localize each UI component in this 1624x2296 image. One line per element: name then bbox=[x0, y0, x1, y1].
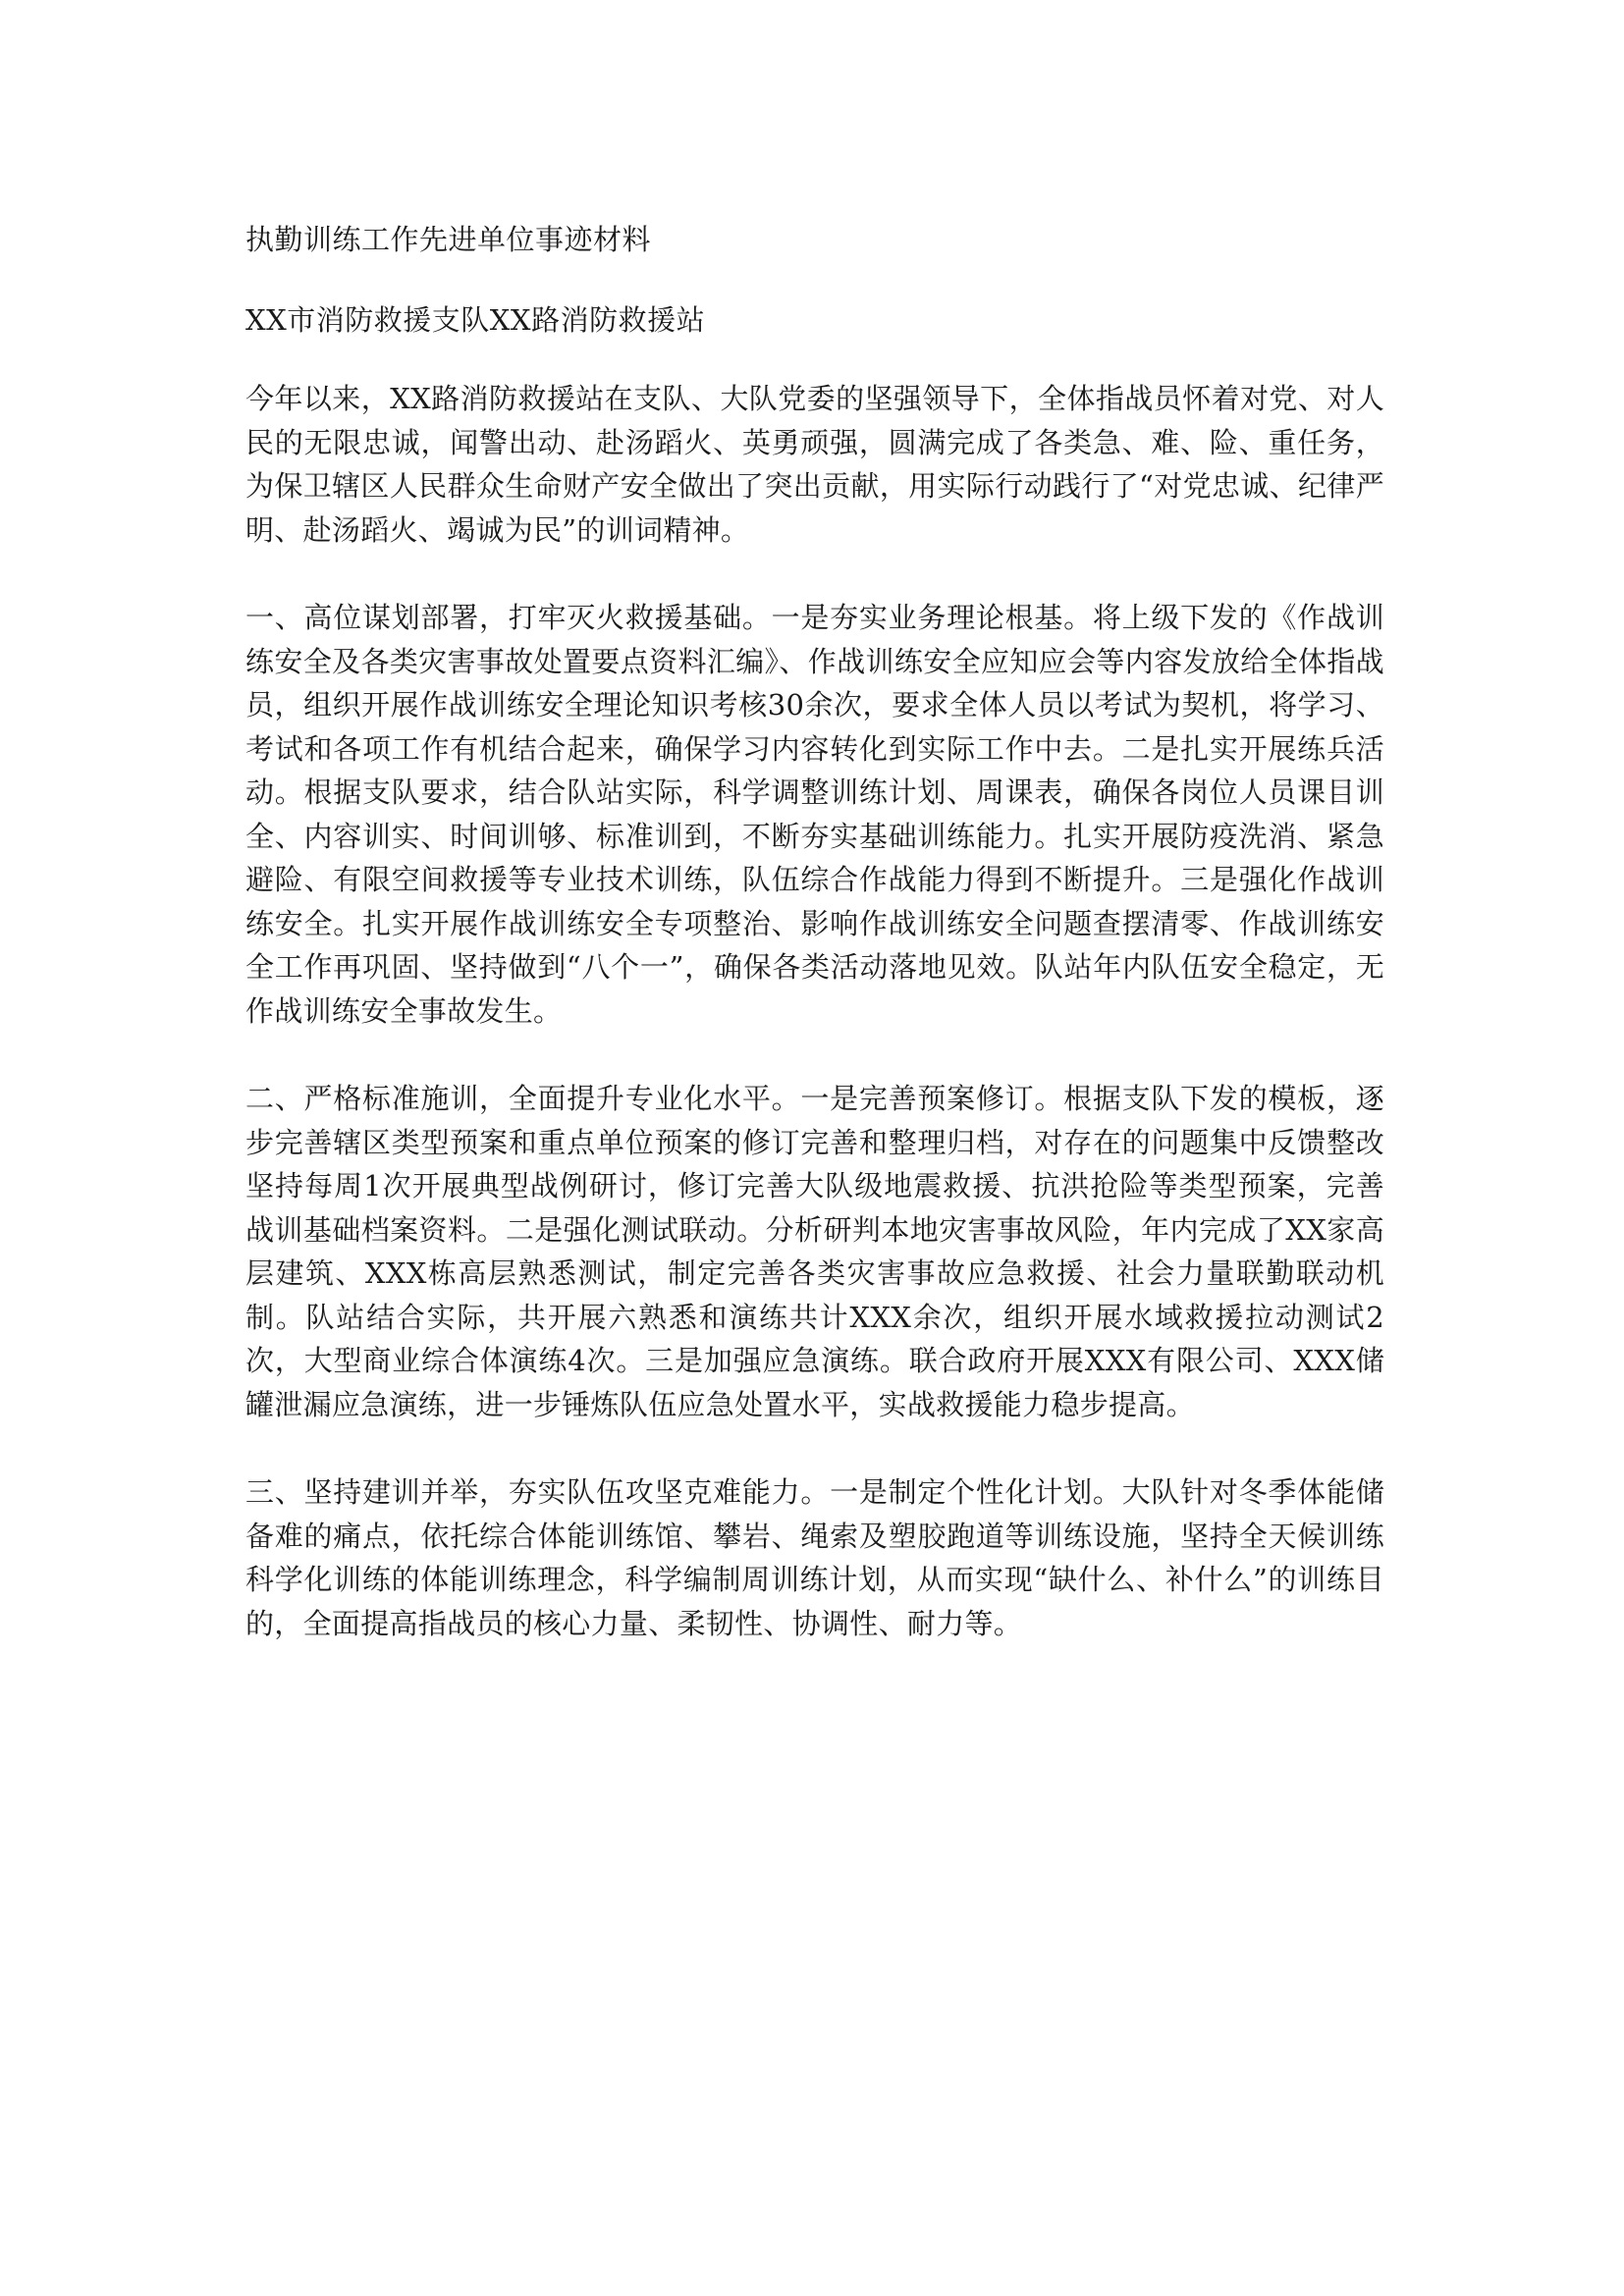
document-subtitle: XX市消防救援支队XX路消防救援站 bbox=[245, 303, 706, 337]
paragraph-section-2: 二、严格标准施训，全面提升专业化水平。一是完善预案修订。根据支队下发的模板，逐步完善辖区类型预案和重点单位预案的修订完善和整理归档，对存在的问题集中反馈整改坚持每周1次开展典型战例研讨，修订完善大队级地震救援、抗洪抢险等类型预案，完善战训基础档案资料。二是强化测试联动。分析研判本地灾害事故风险，年内完成了XX家高层建筑、XXX栋高层熟悉测试，制定完善各类灾害事故应急救援、社会力量联勤联动机制。队站结合实际，共开展六熟悉和演练共计XXX余次，组织开展水域救援拉动测试2次，大型商业综合体演练4次。三是加强应急演练。联合政府开展XXX有限公司、XXX储罐泄漏应急演练，进一步锤炼队伍应急处置水平，实战救援能力稳步提高。 bbox=[245, 1082, 1384, 1421]
document-title: 执勤训练工作先进单位事迹材料 bbox=[245, 223, 652, 256]
paragraph-intro: 今年以来，XX路消防救援站在支队、大队党委的坚强领导下，全体指战员怀着对党、对人民的无限忠诚，闻警出动、赴汤蹈火、英勇顽强，圆满完成了各类急、难、险、重任务，为保卫辖区人民群众生命财产安全做出了突出贡献，用实际行动践行了“对党忠诚、纪律严明、赴汤蹈火、竭诚为民”的训词精神。 bbox=[245, 382, 1384, 547]
paragraph-section-1: 一、高位谋划部署，打牢灭火救援基础。一是夯实业务理论根基。将上级下发的《作战训练安全及各类灾害事故处置要点资料汇编》、作战训练安全应知应会等内容发放给全体指战员，组织开展作战训练安全理论知识考核30余次，要求全体人员以考试为契机，将学习、考试和各项工作有机结合起来，确保学习内容转化到实际工作中去。二是扎实开展练兵活动。根据支队要求，结合队站实际，科学调整训练计划、周课表，确保各岗位人员课目训全、内容训实、时间训够、标准训到，不断夯实基础训练能力。扎实开展防疫洗消、紧急避险、有限空间救援等专业技术训练，队伍综合作战能力得到不断提升。三是强化作战训练安全。扎实开展作战训练安全专项整治、影响作战训练安全问题查摆清零、作战训练安全工作再巩固、坚持做到“八个一”，确保各类活动落地见效。队站年内队伍安全稳定，无作战训练安全事故发生。 bbox=[245, 601, 1384, 1028]
paragraph-section-3: 三、坚持建训并举，夯实队伍攻坚克难能力。一是制定个性化计划。大队针对冬季体能储备难的痛点，依托综合体能训练馆、攀岩、绳索及塑胶跑道等训练设施，坚持全天候训练科学化训练的体能训练理念，科学编制周训练计划，从而实现“缺什么、补什么”的训练目的，全面提高指战员的核心力量、柔韧性、协调性、耐力等。 bbox=[245, 1475, 1384, 1640]
document-body bbox=[245, 218, 1384, 1689]
